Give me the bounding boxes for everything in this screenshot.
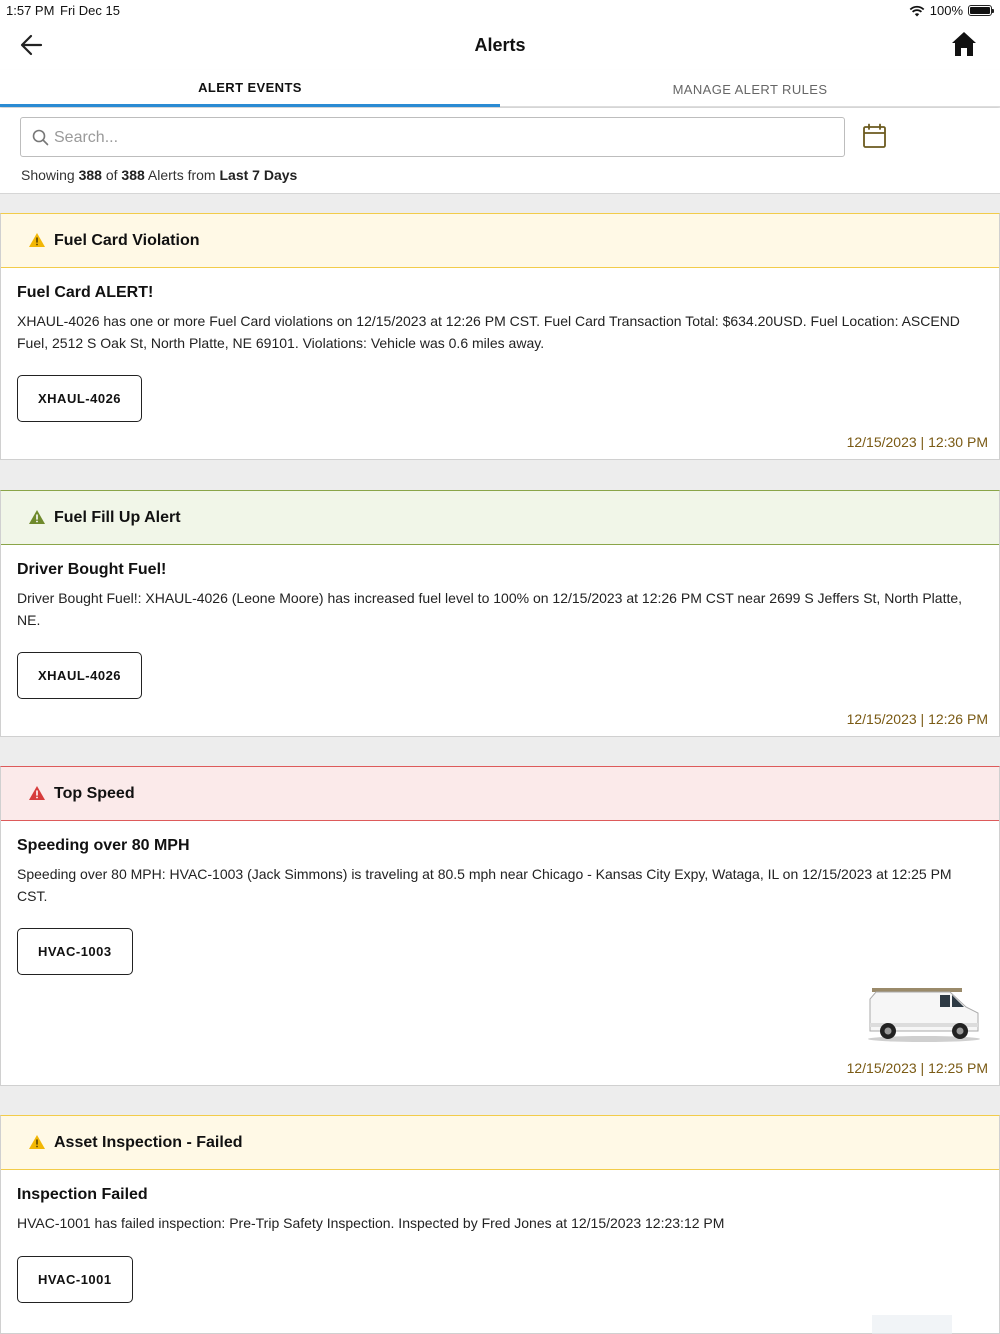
status-date: Fri Dec 15 bbox=[60, 3, 120, 18]
alert-title: Top Speed bbox=[54, 785, 135, 802]
app-header bbox=[0, 22, 1000, 70]
tab-alert-events[interactable]: ALERT EVENTS bbox=[198, 80, 302, 95]
alert-description: XHAUL-4026 has one or more Fuel Card violations on 12/15/2023 at 12:26 PM CST. Fuel Card Transaction Total: $634.20USD. Fuel Location: ASCEND Fuel, 2512 S Oak St, North Platte, NE 69101. Violations: Vehicle was 0.6 miles away. bbox=[17, 313, 960, 351]
asset-button[interactable]: HVAC-1003 bbox=[17, 928, 133, 975]
asset-button[interactable]: XHAUL-4026 bbox=[17, 375, 142, 422]
alert-subtitle: Driver Bought Fuel! bbox=[17, 561, 167, 578]
battery-icon bbox=[968, 5, 992, 16]
asset-button[interactable]: XHAUL-4026 bbox=[17, 652, 142, 699]
alert-timestamp: 12/15/2023 | 12:30 PM bbox=[846, 434, 988, 450]
date-range-button[interactable] bbox=[862, 123, 887, 149]
vehicle-image bbox=[864, 985, 984, 1043]
calendar-icon bbox=[862, 123, 887, 149]
vehicle-image bbox=[864, 1312, 984, 1334]
alert-card[interactable] bbox=[0, 490, 1000, 737]
search-input[interactable] bbox=[54, 126, 834, 150]
alert-card-header bbox=[1, 491, 999, 545]
warning-icon bbox=[28, 509, 46, 525]
search-area bbox=[0, 108, 1000, 194]
summary-of: of bbox=[105, 167, 118, 183]
tab-manage-alert-rules[interactable]: MANAGE ALERT RULES bbox=[672, 82, 828, 97]
summary-middle: Alerts from bbox=[147, 167, 216, 183]
wifi-icon bbox=[909, 5, 925, 17]
alert-card-header bbox=[1, 1116, 999, 1170]
summary-prefix: Showing bbox=[21, 167, 75, 183]
alert-subtitle: Inspection Failed bbox=[17, 1186, 148, 1203]
home-icon bbox=[950, 30, 978, 58]
warning-icon bbox=[28, 1134, 46, 1150]
alert-card[interactable] bbox=[0, 766, 1000, 1086]
alert-card[interactable] bbox=[0, 1115, 1000, 1334]
alert-card[interactable] bbox=[0, 213, 1000, 460]
warning-icon bbox=[28, 232, 46, 248]
alert-card-body bbox=[1, 1170, 999, 1334]
alert-description: Driver Bought Fuel!: XHAUL-4026 (Leone Moore) has increased fuel level to 100% on 12/15/2023 at 12:26 PM CST near 2699 S Jeffers St, North Platte, NE. bbox=[17, 590, 963, 628]
active-tab-indicator bbox=[0, 104, 500, 107]
search-box bbox=[20, 117, 845, 157]
battery-percent: 100% bbox=[929, 3, 963, 18]
alert-card-body bbox=[1, 821, 999, 1085]
alert-description: Speeding over 80 MPH: HVAC-1003 (Jack Simmons) is traveling at 80.5 mph near Chicago - Kansas City Expy, Wataga, IL on 12/15/2023 at 12:25 PM CST. bbox=[17, 866, 952, 904]
alert-card-body bbox=[1, 268, 999, 459]
summary-total-count: 388 bbox=[121, 167, 145, 183]
alert-timestamp: 12/15/2023 | 12:25 PM bbox=[846, 1060, 988, 1076]
status-right bbox=[909, 3, 992, 18]
alert-subtitle: Speeding over 80 MPH bbox=[17, 837, 190, 854]
alert-title: Asset Inspection - Failed bbox=[54, 1134, 243, 1151]
alert-title: Fuel Card Violation bbox=[54, 232, 200, 249]
alert-card-body bbox=[1, 545, 999, 736]
summary-shown-count: 388 bbox=[78, 167, 102, 183]
warning-icon bbox=[28, 785, 46, 801]
asset-button[interactable]: HVAC-1001 bbox=[17, 1256, 133, 1303]
search-icon bbox=[32, 129, 49, 146]
alert-title: Fuel Fill Up Alert bbox=[54, 509, 181, 526]
alert-card-header bbox=[1, 767, 999, 821]
status-time: 1:57 PM bbox=[6, 3, 55, 18]
tab-bar bbox=[0, 70, 1000, 107]
home-button[interactable] bbox=[950, 30, 978, 58]
alert-description: HVAC-1001 has failed inspection: Pre-Trip Safety Inspection. Inspected by Fred Jones at 12/15/2023 12:23:12 PM bbox=[17, 1215, 725, 1231]
results-summary bbox=[21, 167, 297, 183]
alert-card-header bbox=[1, 214, 999, 268]
page-title: Alerts bbox=[474, 35, 526, 55]
alert-subtitle: Fuel Card ALERT! bbox=[17, 284, 154, 301]
summary-range: Last 7 Days bbox=[219, 167, 298, 183]
status-bar bbox=[0, 0, 1000, 22]
alert-timestamp: 12/15/2023 | 12:26 PM bbox=[846, 711, 988, 727]
